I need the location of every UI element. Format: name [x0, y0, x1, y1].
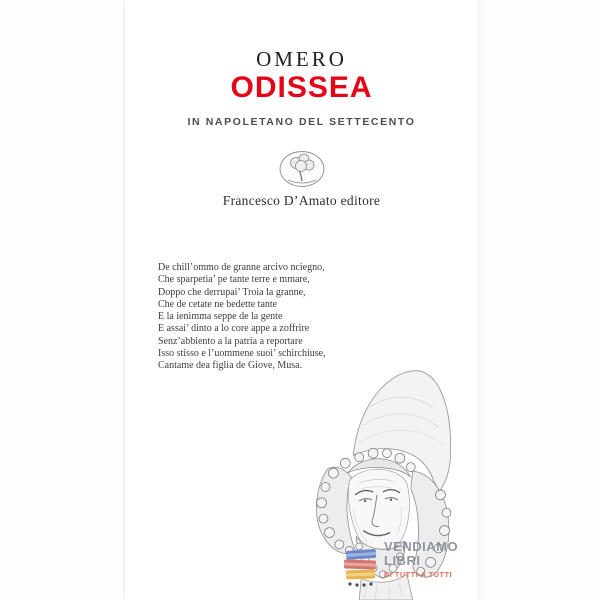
poem-line: Doppo che derrupai’ Troia la granne, [158, 286, 306, 298]
poem-line: Senz’abbiento a la patria a reportare [158, 335, 303, 347]
publisher-tree-emblem-icon [276, 148, 328, 192]
watermark-line1: VENDIAMO [384, 539, 459, 554]
book-title: ODISSEA [230, 71, 373, 104]
watermark-text [384, 540, 458, 579]
watermark-line2: LIBRI [384, 552, 421, 568]
vendiamo-libri-watermark [343, 540, 473, 595]
poem-line: De chill’ommo de granne arcivo nciegno, [158, 262, 325, 273]
poem-line: E assai’ dinto a lo core appe a zoffrire [158, 323, 310, 335]
poem-line: Che de cetate ne bedette tante [158, 298, 278, 310]
book-subtitle: IN NAPOLETANO DEL SETTECENTO [187, 116, 416, 128]
publisher-emblem [125, 148, 478, 192]
publisher-name: Francesco D’Amato editore [222, 193, 381, 208]
poem-line: Isso stisso e l’uommene suoi’ schirchiuse, [158, 348, 326, 360]
stacked-books-icon [343, 548, 379, 590]
poem-block [158, 262, 326, 373]
book-cover [124, 0, 479, 600]
author-name: OMERO [256, 47, 347, 71]
poem-line: Cantame dea figlia de Giove, Musa. [158, 360, 303, 372]
poem-line: E la ienimma seppe de la gente [158, 311, 283, 323]
watermark-tagline: DI TUTTI A TUTTI [384, 572, 453, 579]
poem-line: Che sparpetia’ pe tante terre e mmare, [158, 274, 310, 286]
